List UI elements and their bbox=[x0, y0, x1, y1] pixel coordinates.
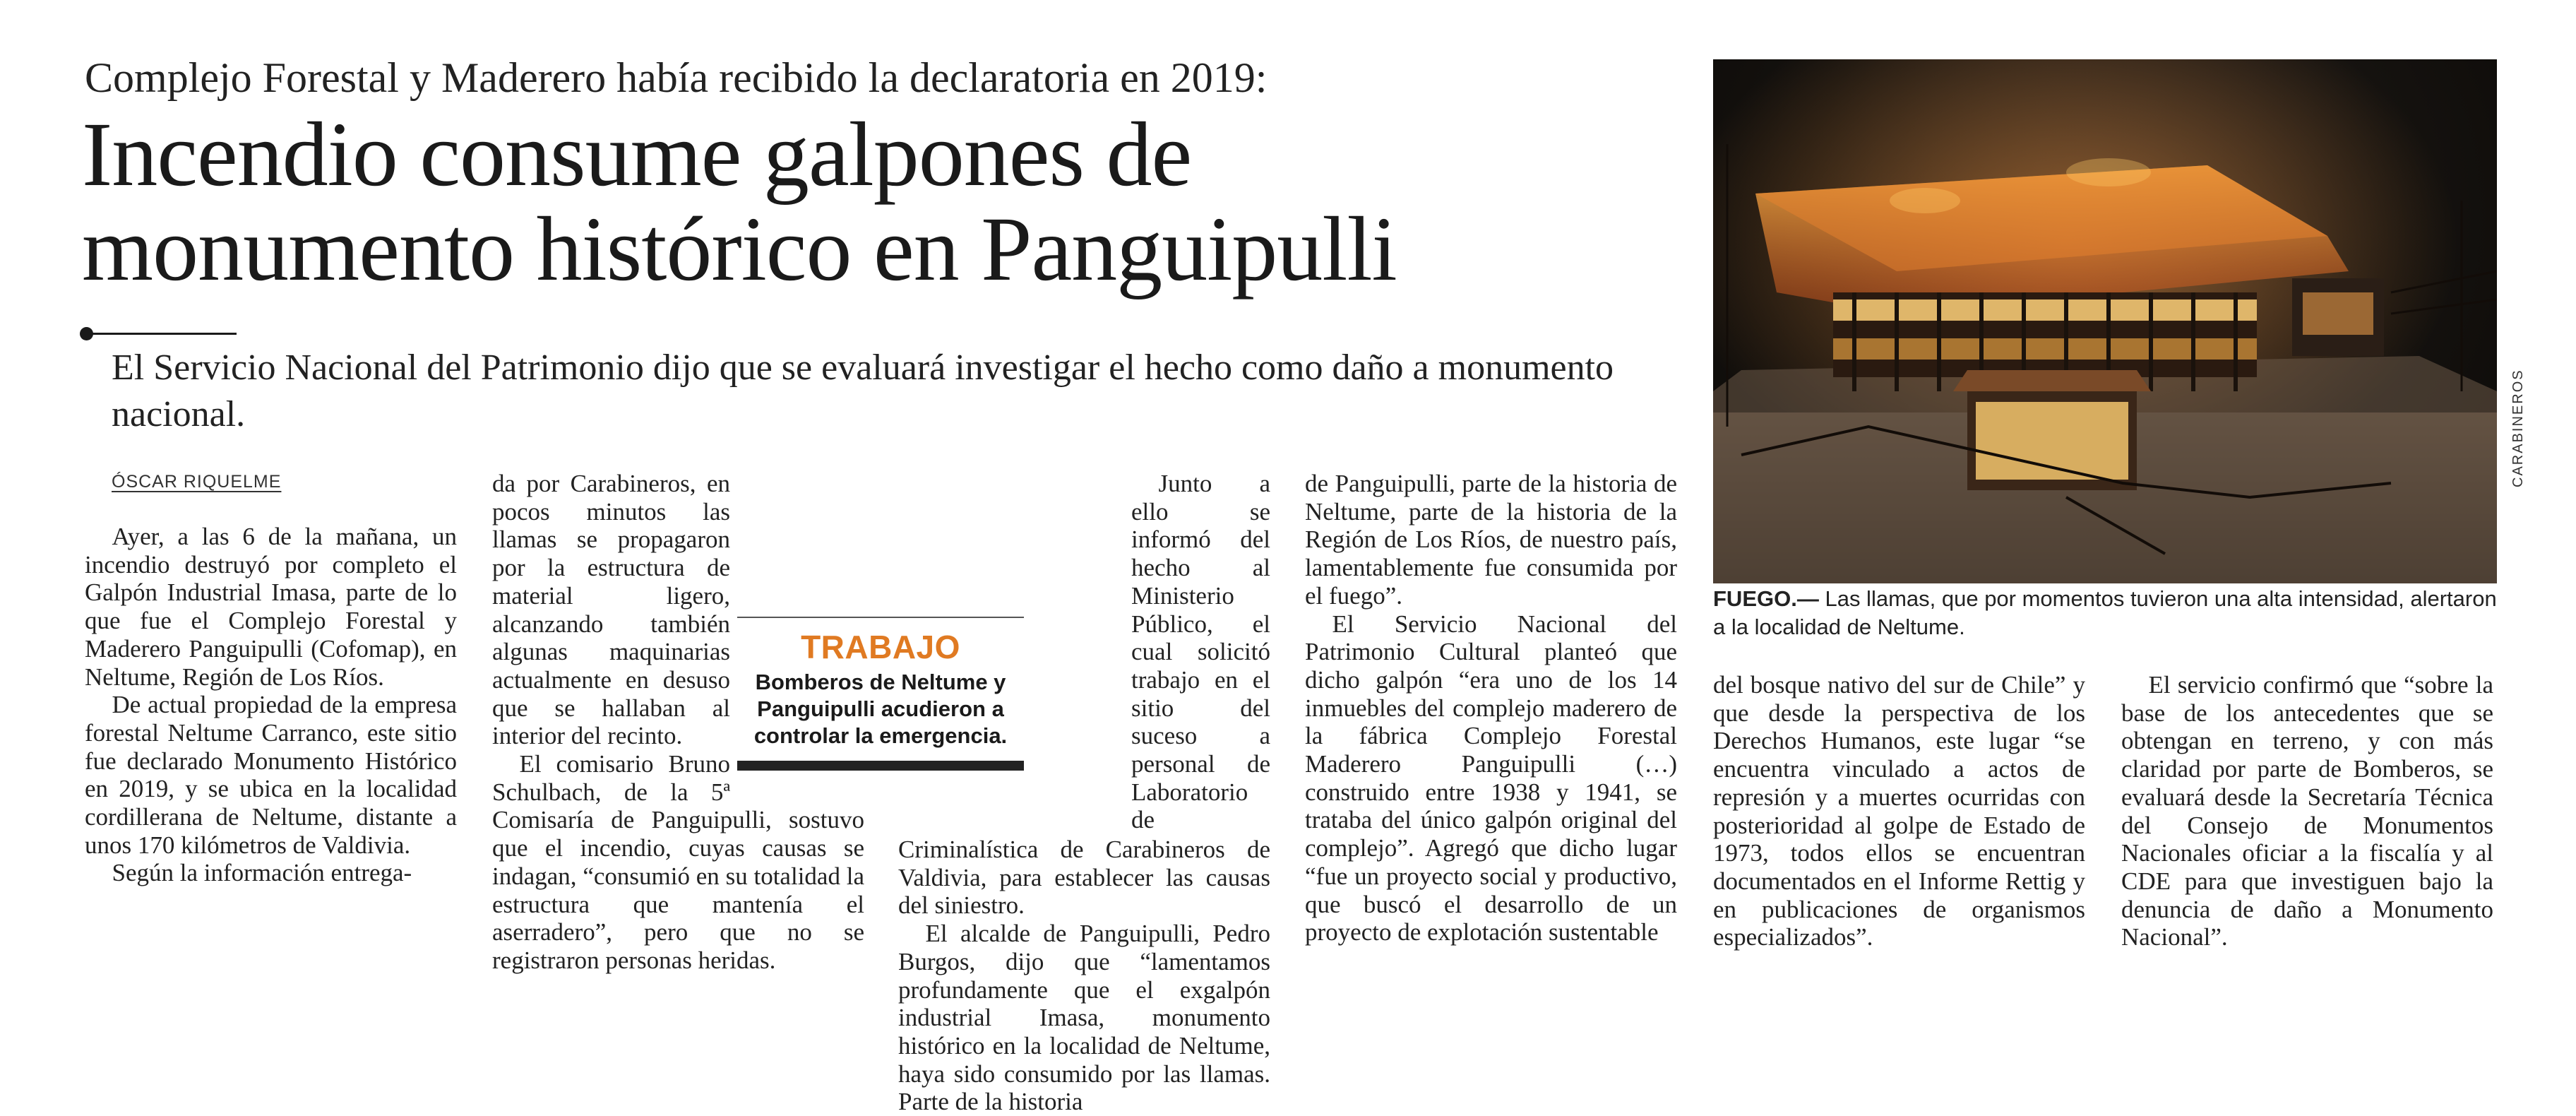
paragraph: El alcalde de Panguipulli, Pedro Burgos, dijo que “lamentamos profundamente que el exgalpón industrial Imasa, monumento histórico en la localidad de Neltume, haya sido consumido por las llamas. Parte de la historia bbox=[898, 920, 1270, 1116]
paragraph: El servicio confirmó que “sobre la base de los antecedentes que se obtengan en terreno, y con más claridad por parte de Bomberos, se evaluará desde la Secretaría Técnica del Consejo de Monumentos Nacionales oficiar a la fiscalía y al CDE para que investiguen bajo la denuncia de daño a Monumento Nacional”. bbox=[2121, 671, 2493, 951]
paragraph: Según la información entrega- bbox=[112, 859, 412, 887]
kicker: Complejo Forestal y Maderero había recibido la declaratoria en 2019: bbox=[85, 54, 1268, 101]
body-column-6 bbox=[2121, 671, 2493, 951]
body-column-4 bbox=[1305, 470, 1677, 946]
paragraph: El Servicio Nacional del Patrimonio Cultural planteó que dicho galpón “era uno de los 14 inmuebles del complejo maderero de la fábrica Complejo Forestal Maderero Panguipulli (…) construido entre 1938 y 1941, se trataba del único galpón original del complejo”. Agregó que dicho lugar “fue un proyecto social y productivo, que buscó el desarrollo de un proyecto de explotación sustentable bbox=[1305, 610, 1677, 946]
body-column-5 bbox=[1713, 671, 2085, 951]
body-column-1 bbox=[85, 523, 457, 887]
paragraph: Junto a ello se informó del hecho al Ministerio Público, el cual solicitó trabajo en el sitio del suceso a personal de Laboratorio de Criminalística de Carabineros de Valdivia, para establecer las causas del siniestro. bbox=[898, 470, 1270, 920]
paragraph: da por Carabineros, en pocos minutos las llamas se propagaron por la estructura de material ligero, alcanzando también algunas maquinarias actualmente en desuso que se hallaban al interior del recinto. bbox=[492, 470, 730, 750]
caption-label: FUEGO.— bbox=[1713, 586, 1819, 611]
paragraph: de Panguipulli, parte de la historia de Neltume, parte de la historia de la Región de Los Ríos, de nuestro país, lamentablemente fue consumida por el fuego”. bbox=[1305, 470, 1677, 610]
headline bbox=[82, 104, 1671, 300]
sidebar-top-rule bbox=[737, 617, 1024, 618]
paragraph: Ayer, a las 6 de la mañana, un incendio destruyó por completo el Galpón Industrial Imasa, parte de lo que fue el Complejo Forestal y Maderero Panguipulli (Cofomap), en Neltume, Región de Los Ríos. bbox=[85, 523, 457, 691]
paragraph: De actual propiedad de la empresa forestal Neltume Carranco, este sitio fue declarado Monumento Histórico en 2019, y se ubica en la localidad cordillerana de Neltume, distante a unos 170 kilómetros de Valdivia. bbox=[85, 691, 457, 859]
photo-credit: CARABINEROS bbox=[2510, 369, 2526, 487]
paragraph: del bosque nativo del sur de Chile” y que desde la perspectiva de los Derechos Humanos, este lugar “se encuentra vinculado a actos de represión y a muertes ocurridas con posterioridad al golpe de Estado de 1973, todos ellos se encuentran documentados en el Informe Rettig y en publicaciones de organismos especializados”. bbox=[1713, 671, 2085, 951]
deck: El Servicio Nacional del Patrimonio dijo que se evaluará investigar el hecho como daño a monumento nacional. bbox=[112, 348, 1614, 434]
sidebar-text: Bomberos de Neltume y Panguipulli acudieron a controlar la emergencia. bbox=[753, 670, 1008, 748]
photo-caption bbox=[1713, 585, 2497, 641]
sidebar-title: TRABAJO bbox=[801, 629, 960, 665]
sidebar-box bbox=[737, 617, 1024, 771]
fire-photo bbox=[1713, 59, 2497, 583]
sidebar-bottom-rule bbox=[737, 761, 1024, 771]
caption-text: Las llamas, que por momentos tuvieron una alta intensidad, alertaron a la localidad de Neltume. bbox=[1713, 586, 2497, 639]
paragraph: El comisario Bruno Schulbach, de la 5ª Comisaría de Panguipulli, sostuvo que el incendio, cuyas causas se indagan, “consumió en su totalidad la estructura que mantenía el aserradero”, pero que no se registraron personas heridas. bbox=[492, 750, 864, 974]
byline: ÓSCAR RIQUELME bbox=[112, 472, 282, 492]
headline-line-1: Incendio consume galpones de bbox=[82, 104, 1192, 206]
body-column-3 bbox=[898, 470, 1270, 1116]
headline-line-2: monumento histórico en Panguipulli bbox=[82, 198, 1397, 300]
burning-building-image bbox=[1713, 59, 2497, 583]
rule-line bbox=[92, 333, 237, 335]
